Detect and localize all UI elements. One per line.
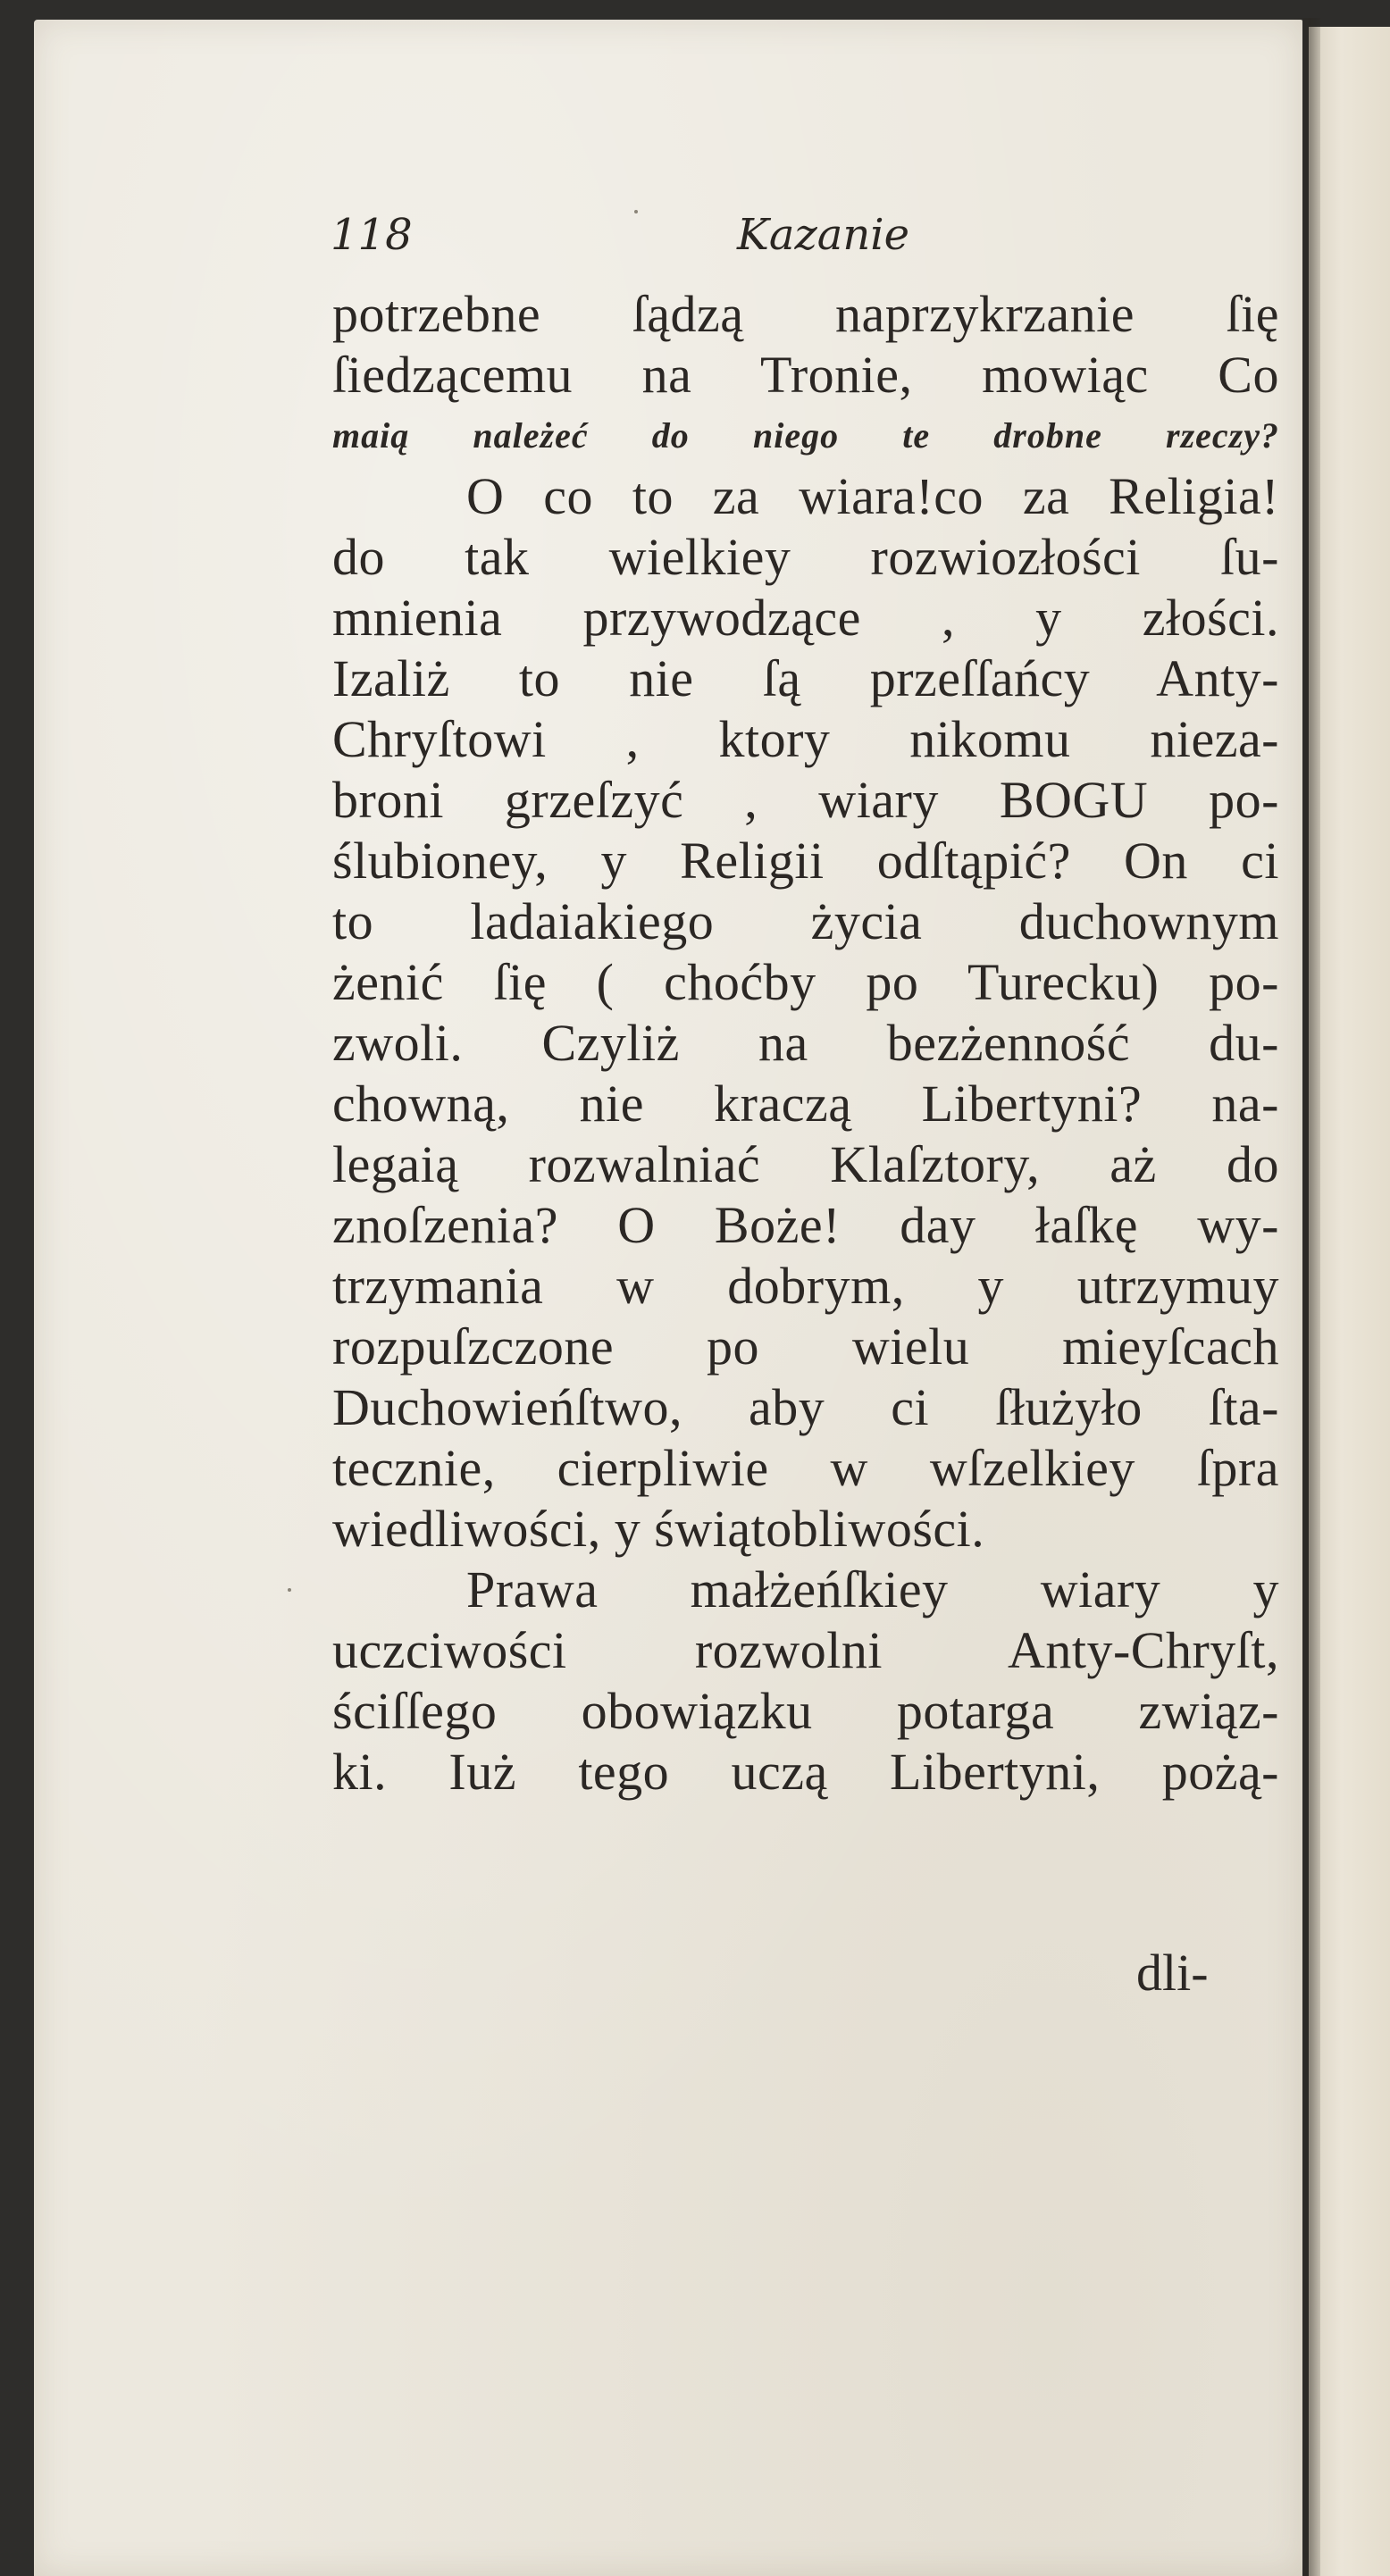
text-line-paragraph-start: O co to za wiara!co za Religia! [466, 467, 1279, 525]
text-line: rozpuſzczone po wielu mieyſcach [332, 1317, 1279, 1376]
text-line: legaią rozwalniać Klaſztory, aż do [332, 1135, 1279, 1193]
text-line: znoſzenia? O Boże! day łaſkę wy- [332, 1196, 1279, 1254]
text-line: tecznie, cierpliwie w wſzelkiey ſpra [332, 1439, 1279, 1497]
paper-speck [288, 1588, 291, 1592]
running-title: Kazanie [737, 210, 910, 260]
page-header [331, 210, 910, 272]
text-line-italic: maią należeć do niego te drobne rzeczy? [332, 415, 1279, 456]
text-line-paragraph-start: Prawa małżeńſkiey wiary y [466, 1560, 1279, 1618]
text-line: do tak wielkiey rozwiozłości ſu- [332, 528, 1279, 586]
text-line: ściſſego obowiązku potarga związ- [332, 1682, 1279, 1740]
next-page-edge [1309, 27, 1390, 2576]
text-line: ſiedzącemu na Tronie, mowiąc Co [332, 346, 1279, 404]
text-line: ślubioney, y Religii odſtąpić? On ci [332, 832, 1279, 890]
text-line: mnienia przywodzące , y złości. [332, 589, 1279, 647]
text-line: zwoli. Czyliż na bezżenność du- [332, 1014, 1279, 1072]
text-line: żenić ſię ( choćby po Turecku) po- [332, 953, 1279, 1011]
paper-speck [634, 210, 638, 213]
text-line: to ladaiakiego życia duchownym [332, 892, 1279, 950]
text-line: Duchowieńſtwo, aby ci ſłużyło ſta- [332, 1378, 1279, 1436]
text-line: uczciwości rozwolni Anty-Chryſt, [332, 1621, 1279, 1679]
text-line: chowną, nie kraczą Libertyni? na- [332, 1075, 1279, 1133]
body-text [332, 284, 1279, 1802]
text-line: broni grzeſzyć , wiary BOGU po- [332, 771, 1279, 829]
page-number: 118 [331, 210, 413, 260]
text-line: potrzebne ſądzą naprzykrzanie ſię [332, 285, 1279, 343]
text-line: Chryſtowi , ktory nikomu nieza- [332, 710, 1279, 768]
text-line: trzymania w dobrym, y utrzymuy [332, 1257, 1279, 1315]
text-line: ki. Iuż tego uczą Libertyni, pożą- [332, 1743, 1279, 1801]
catchword: dli- [1136, 1944, 1209, 2002]
text-line-paragraph-end: wiedliwości, y świątobliwości. [332, 1500, 985, 1558]
text-line: Izaliż to nie ſą przeſſańcy Anty- [332, 649, 1279, 707]
